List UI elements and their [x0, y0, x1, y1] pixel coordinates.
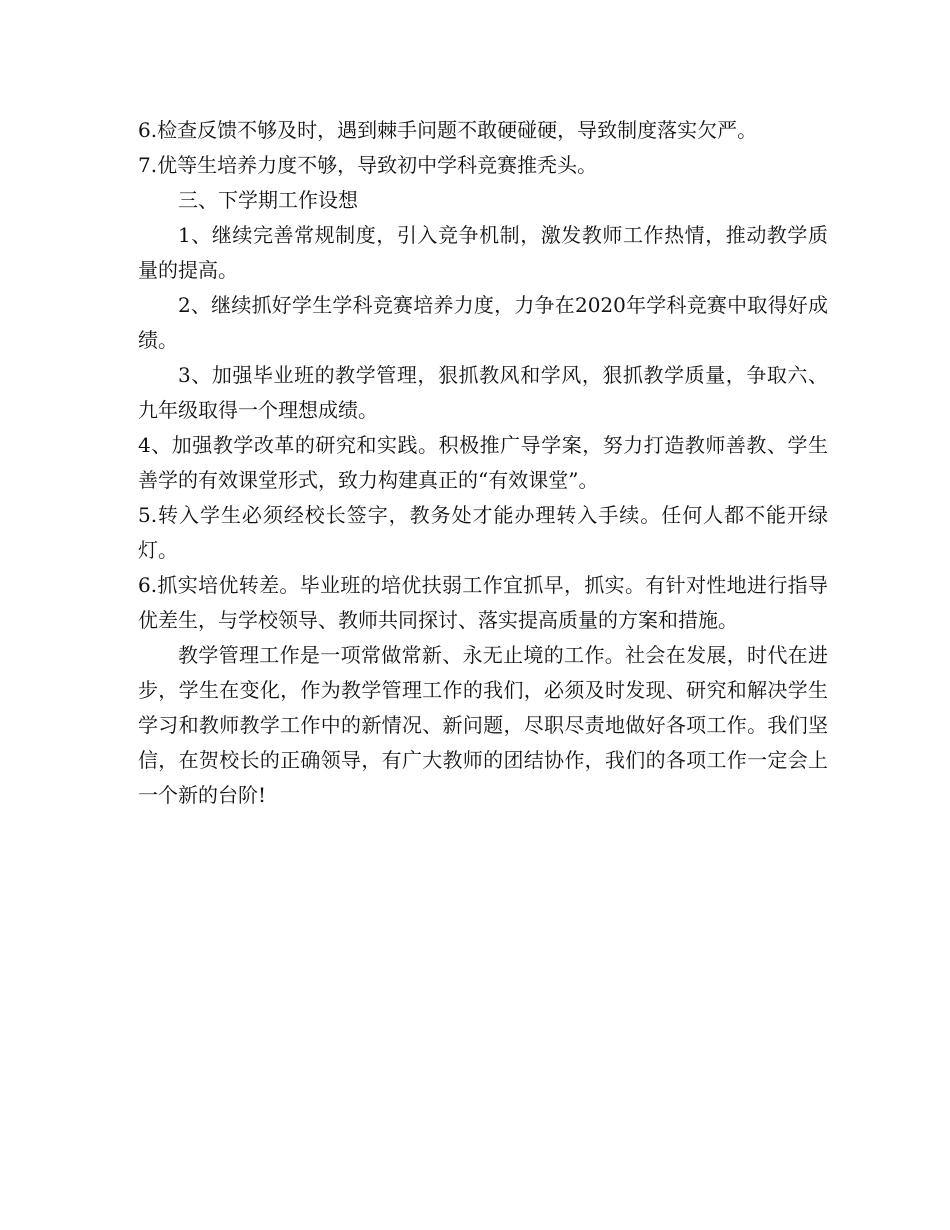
- paragraph-4: 1、继续完善常规制度，引入竞争机制，激发教师工作热情，推动教学质量的提高。: [138, 223, 828, 282]
- paragraph-8: 5.转入学生必须经校长签字，教务处才能办理转入手续。任何人都不能开绿灯。: [138, 503, 828, 562]
- paragraph-2: 7.优等生培养力度不够，导致初中学科竞赛推秃头。: [138, 153, 598, 177]
- paragraph-9: 6.抓实培优转差。毕业班的培优扶弱工作宜抓早，抓实。有针对性地进行指导优差生，与学校领导、教师共同探讨、落实提高质量的方案和措施。: [138, 573, 828, 632]
- closing-paragraph: 教学管理工作是一项常做常新、永无止境的工作。社会在发展，时代在进步，学生在变化，作为教学管理工作的我们，必须及时发现、研究和解决学生学习和教师教学工作中的新情况、新问题，尽职尽责地做好各项工作。我们坚信，在贺校长的正确领导，有广大教师的团结协作，我们的各项工作一定会上一个新的台阶!: [138, 643, 828, 807]
- paragraph-1: 6.检查反馈不够及时，遇到棘手问题不敢硬碰硬，导致制度落实欠严。: [138, 118, 758, 142]
- document-body: [138, 113, 828, 813]
- paragraph-7: 4、加强教学改革的研究和实践。积极推广导学案，努力打造教师善教、学生善学的有效课堂形式，致力构建真正的“有效课堂”。: [138, 433, 828, 492]
- section-heading: 三、下学期工作设想: [178, 188, 358, 212]
- paragraph-6: 3、加强毕业班的教学管理，狠抓教风和学风，狠抓教学质量，争取六、九年级取得一个理想成绩。: [138, 363, 828, 422]
- paragraph-5: 2、继续抓好学生学科竞赛培养力度，力争在2020年学科竞赛中取得好成绩。: [138, 293, 828, 352]
